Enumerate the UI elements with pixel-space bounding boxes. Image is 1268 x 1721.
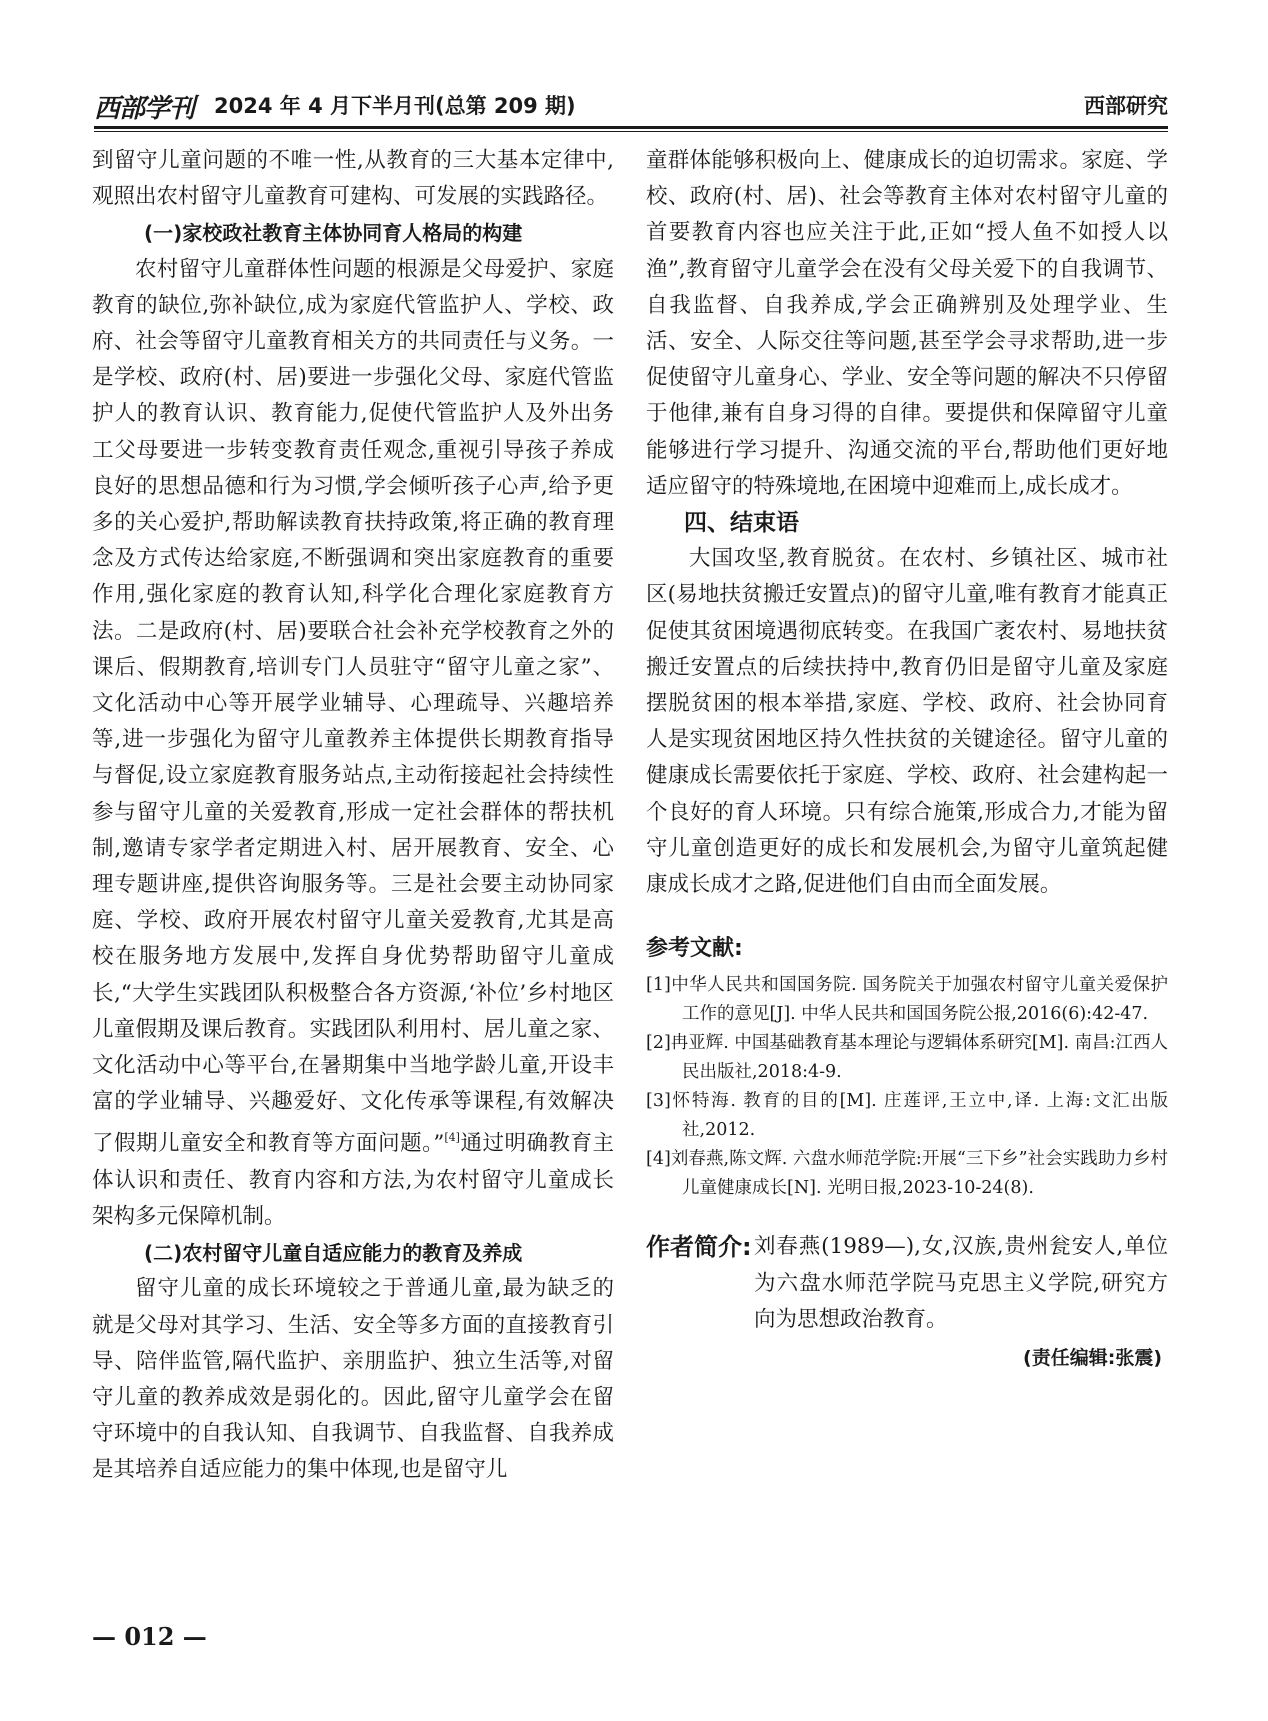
section-heading: 四、结束语 xyxy=(684,510,799,537)
subsection-heading: (一)家校政社教育主体协同育人格局的构建 xyxy=(144,221,523,246)
paragraph xyxy=(92,252,614,1235)
reference-item: [2]冉亚辉. 中国基础教育基本理论与逻辑体系研究[M]. 南昌:江西人民出版社,2018:4-9. xyxy=(646,1033,1169,1083)
paragraph-text: 通过明确教育主体认识和责任、教育内容和方法,为农村留守儿童成长架构多元保障机制。 xyxy=(92,1131,614,1229)
references-title: 参考文献: xyxy=(646,936,743,962)
paragraph: 大国攻坚,教育脱贫。在农村、乡镇社区、城市社区(易地扶贫搬迁安置点)的留守儿童,唯有教育才能真正促使其贫困境遇彻底转变。在我国广袤农村、易地扶贫搬迁安置点的后续扶持中,教育仍旧是留守儿童及家庭摆脱贫困的根本举措,家庭、学校、政府、社会协同育人是实现贫困地区持久性扶贫的关键途径。留守儿童的健康成长需要依托于家庭、学校、政府、社会建构起一个良好的育人环境。只有综合施策,形成合力,才能为留守儿童创造更好的成长和发展机会,为留守儿童筑起健康成长成才之路,促进他们自由而全面发展。 xyxy=(646,546,1168,898)
paragraph: 留守儿童的成长环境较之于普通儿童,最为缺乏的就是父母对其学习、生活、安全等多方面的直接教育引导、陪伴监管,隔代监护、亲朋监护、独立生活等,对留守儿童的教养成效是弱化的。因此,留守儿童学会在留守环境中的自我认知、自我调节、自我监督、自我养成是其培养自适应能力的集中体现,也是留守儿 xyxy=(92,1276,614,1483)
author-bio-text: 刘春燕(1989—),女,汉族,贵州瓮安人,单位为六盘水师范学院马克思主义学院,研究方向为思想政治教育。 xyxy=(754,1234,1168,1333)
paragraph: 童群体能够积极向上、健康成长的迫切需求。家庭、学校、政府(村、居)、社会等教育主体对农村留守儿童的首要教育内容也应关注于此,正如“授人鱼不如授人以渔”,教育留守儿童学会在没有父母关爱下的自我调节、自我监督、自我养成,学会正确辨别及处理学业、生活、安全、人际交往等问题,甚至学会寻求帮助,进一步促使留守儿童身心、学业、安全等问题的解决不只停留于他律,兼有自身习得的自律。要提供和保障留守儿童能够进行学习提升、沟通交流的平台,帮助他们更好地适应留守的特殊境地,在困境中迎难而上,成长成才。 xyxy=(646,148,1168,499)
reference-item: [4]刘春燕,陈文辉. 六盘水师范学院:开展“三下乡”社会实践助力乡村儿童健康成长[N]. 光明日报,2023-10-24(8). xyxy=(646,1149,1168,1199)
header-rule-thin xyxy=(94,131,1168,132)
author-bio-label: 作者简介: xyxy=(646,1233,752,1262)
right-column xyxy=(646,143,1168,1373)
author-bio xyxy=(646,1229,1168,1339)
subsection-heading: (二)农村留守儿童自适应能力的教育及养成 xyxy=(144,1241,523,1266)
reference-item: [1]中华人民共和国国务院. 国务院关于加强农村留守儿童关爱保护工作的意见[J]. 中华人民共和国国务院公报,2016(6):42-47. xyxy=(646,975,1168,1025)
paragraph: 到留守儿童问题的不唯一性,从教育的三大基本定律中,观照出农村留守儿童教育可建构、可发展的实践路径。 xyxy=(92,148,614,210)
reference-item: [3]怀特海. 教育的目的[M]. 庄莲评,王立中,译. 上海:文汇出版社,2012. xyxy=(646,1091,1168,1141)
issue-info: 2024 年 4 月下半月刊(总第 209 期) xyxy=(214,94,576,118)
section-name: 西部研究 xyxy=(1084,94,1168,118)
paragraph-text: 农村留守儿童群体性问题的根源是父母爱护、家庭教育的缺位,弥补缺位,成为家庭代管监护人、学校、政府、社会等留守儿童教育相关方的共同责任与义务。一是学校、政府(村、居)要进一步强化父母、家庭代管监护人的教育认识、教育能力,促使代管监护人及外出务工父母要进一步转变教育责任观念,重视引导孩子养成良好的思想品德和行为习惯,学会倾听孩子心声,给予更多的关心爱护,帮助解读教育扶持政策,将正确的教育理念及方式传达给家庭,不断强调和突出家庭教育的重要作用,强化家庭的教育认知,科学化合理化家庭教育方法。二是政府(村、居)要联合社会补充学校教育之外的课后、假期教育,培训专门人员驻守“留守儿童之家”、文化活动中心等开展学业辅导、心理疏导、兴趣培养等,进一步强化为留守儿童教养主体提供长期教育指导与督促,设立家庭教育服务站点,主动衔接起社会持续性参与留守儿童的关爱教育,形成一定社会群体的帮扶机制,邀请专家学者定期进入村、居开展教育、安全、心理专题讲座,提供咨询服务等。三是社会要主动协同家庭、学校、政府开展农村留守儿童关爱教育,尤其是高校在服务地方发展中,发挥自身优势帮助留守儿童成长,“大学生实践团队积极整合各方资源,‘补位’乡村地区儿童假期及课后教育。实践团队利用村、居儿童之家、文化活动中心等平台,在暑期集中当地学龄儿童,开设丰富的学业辅导、兴趣爱好、文化传承等课程,有效解决了假期儿童安全和教育等方面问题。” xyxy=(92,256,614,1157)
header-rule-thick xyxy=(94,126,1168,129)
page-number: — 012 — xyxy=(92,1622,207,1651)
left-column xyxy=(92,143,614,1489)
citation-marker: [4] xyxy=(444,1131,460,1145)
journal-logo: 西部学刊 xyxy=(94,94,195,124)
responsible-editor: (责任编辑:张震) xyxy=(1023,1346,1162,1369)
page-header xyxy=(94,88,1168,124)
